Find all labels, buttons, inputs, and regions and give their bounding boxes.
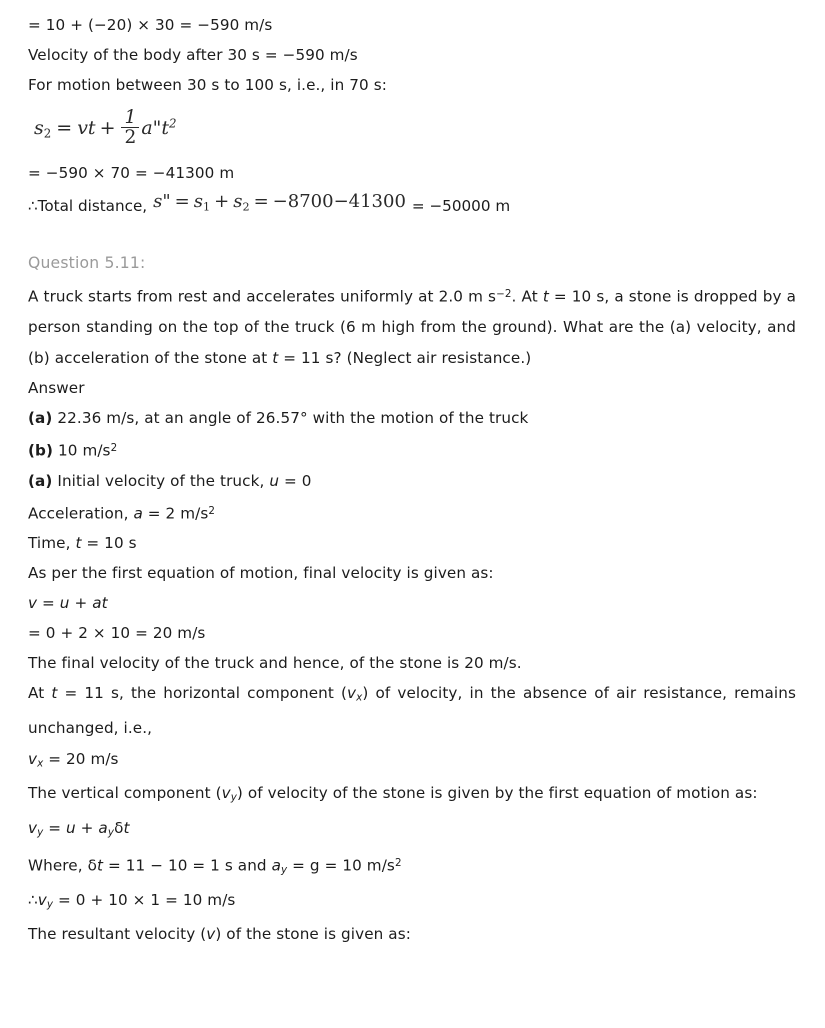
where-var-t: t: [97, 856, 104, 875]
solution-acceleration-text-1: Acceleration,: [28, 503, 134, 522]
resultant-var-v: v: [206, 925, 216, 944]
equation-var-at: at: [92, 593, 108, 612]
formula-s2-displacement: [28, 109, 796, 149]
formula-spacer-top: [28, 100, 796, 109]
total-distance-result: = −50000 m: [411, 197, 511, 216]
solution-first-equation-intro: As per the first equation of motion, final velocity is given as:: [28, 563, 494, 582]
resultant-text-2: ) of the stone is given as:: [215, 925, 411, 944]
equation-vx-value: [28, 744, 796, 779]
where-text-1: Where,: [28, 856, 88, 875]
equation-vy-a-subscript: y: [107, 826, 115, 839]
solution-where-clause: [28, 848, 796, 885]
answer-part-a: [28, 403, 796, 433]
solution-time-text-2: = 10 s: [81, 533, 137, 552]
formula-total-s-prime: s": [153, 191, 171, 213]
where-delta-symbol: δ: [87, 856, 98, 875]
where-text-3: = g = 10 m/s: [287, 856, 395, 875]
horizontal-var-v: v: [347, 683, 357, 702]
answer-label: Answer: [28, 379, 85, 398]
equation-vy: [28, 813, 796, 848]
formula-s2-exponent: 2: [169, 116, 177, 131]
solution-acceleration-text-2: = 2 m/s: [142, 503, 209, 522]
solution-time-text-1: Time,: [28, 533, 76, 552]
total-distance-label: ∴Total distance,: [28, 197, 148, 216]
where-gravity-exponent: 2: [394, 856, 402, 869]
equation-vx-var: v: [28, 749, 38, 768]
solution-initial-velocity-text-2: = 0: [279, 471, 312, 490]
resultant-text-1: The resultant velocity (: [28, 925, 207, 944]
solution-initial-velocity-text-1: Initial velocity of the truck,: [52, 471, 270, 490]
where-text-2: = 11 − 10 = 1 s and: [103, 856, 272, 875]
vy-result-subscript: y: [46, 898, 54, 911]
question-heading: Question 5.11:: [28, 254, 146, 273]
equation-vy-subscript: y: [37, 826, 44, 839]
equation-vy-plus: +: [75, 819, 99, 838]
question-body-text-4: = 11 s? (Neglect air resistance.): [278, 348, 532, 367]
formula-total-distance: [147, 187, 412, 222]
question-var-t-second: t: [272, 348, 279, 367]
solution-var-u: u: [269, 471, 280, 490]
where-var-a-subscript: y: [281, 863, 288, 876]
equation-vy-a: a: [98, 819, 108, 838]
vertical-var-v: v: [221, 784, 231, 803]
formula-s2-a: a: [141, 117, 153, 140]
equation-vy-equals: =: [43, 819, 66, 838]
formula-total-s1-sub: 1: [203, 200, 211, 214]
solution-initial-velocity: [28, 466, 796, 496]
calc-line-velocity-30s: = 10 + (−20) × 30 = −590 m/s: [28, 16, 273, 34]
answer-part-a-text: 22.36 m/s, at an angle of 26.57° with the motion of the truck: [52, 409, 529, 428]
vertical-var-v-subscript: y: [230, 791, 237, 804]
where-var-a: a: [271, 856, 282, 875]
formula-s2-plus: +: [99, 117, 116, 140]
formula-total-equals-2: =: [253, 191, 269, 213]
question-body-text-3: = 10 s, a stone is dropped by a person standing on the top of the truck (6 m high from the ground). What are the (a) velocity, and (b) acceleration of the stone at: [28, 287, 796, 367]
formula-s2-equals: =: [56, 117, 73, 140]
equation-vx-text: = 20 m/s: [43, 749, 119, 768]
total-distance-line: [28, 191, 796, 226]
formula-s2-v: v: [77, 117, 88, 140]
statement-motion-interval: For motion between 30 s to 100 s, i.e., in 70 s:: [28, 76, 387, 94]
statement-velocity-after-30s: Velocity of the body after 30 s = −590 m/s: [28, 46, 358, 64]
vy-result-therefore: ∴: [28, 890, 38, 909]
formula-total-value: −8700−41300: [272, 191, 406, 213]
vy-result-var: v: [37, 890, 47, 909]
question-body: [28, 279, 796, 373]
formula-total-s2-sub: 2: [242, 200, 250, 214]
solution-final-velocity-note: The final velocity of the truck and hence, of the stone is 20 m/s.: [28, 653, 522, 672]
solution-time: [28, 528, 796, 558]
formula-s2-prime: ": [152, 117, 162, 140]
solution-vy-result: [28, 885, 796, 920]
equation-vy-var: v: [28, 819, 38, 838]
solution-resultant-velocity-intro: [28, 919, 796, 949]
equation-v-evaluated: = 0 + 2 × 10 = 20 m/s: [28, 623, 206, 642]
solution-acceleration-exponent: 2: [208, 504, 216, 517]
answer-part-a-marker: (a): [28, 409, 53, 428]
formula-total-s2: s: [233, 191, 243, 213]
equation-vx-subscript: x: [37, 757, 44, 770]
horizontal-text-3: ) of velocity, in the absence of air resistance, remains unchanged, i.e.,: [28, 683, 796, 737]
equation-plus: +: [69, 593, 93, 612]
vy-result-text: = 0 + 10 × 1 = 10 m/s: [53, 890, 236, 909]
solution-part-a-marker: (a): [28, 471, 53, 490]
formula-s2-lhs-var: s: [34, 117, 44, 140]
formula-spacer-bottom: [28, 149, 796, 158]
solution-var-a: a: [133, 503, 143, 522]
equation-vy-delta: δ: [114, 819, 124, 838]
solution-acceleration: [28, 496, 796, 528]
question-var-t-first: t: [542, 287, 549, 306]
solution-var-t: t: [75, 533, 82, 552]
formula-s2-lhs-sub: 2: [43, 126, 52, 141]
formula-total-s1: s: [193, 191, 204, 213]
vertical-text-1: The vertical component (: [28, 784, 222, 803]
solution-horizontal-component: [28, 678, 796, 744]
formula-s2-fraction: [121, 108, 139, 148]
question-accel-unit-exponent: −2: [496, 288, 512, 301]
formula-s2-t2: t: [161, 117, 170, 140]
formula-s2-expression: [34, 109, 177, 149]
question-body-text-1: A truck starts from rest and accelerates uniformly at 2.0 m s: [28, 287, 497, 306]
formula-s2-t: t: [87, 117, 96, 140]
answer-part-b-text: 10 m/s: [53, 441, 111, 460]
formula-total-plus: +: [214, 191, 230, 213]
horizontal-var-v-subscript: x: [356, 691, 363, 704]
calc-line-s2-value: = −590 × 70 = −41300 m: [28, 164, 235, 183]
equation-v-u-at: [28, 588, 796, 618]
question-body-text-2: . At: [511, 287, 543, 306]
formula-s2-denominator: 2: [121, 127, 139, 148]
horizontal-text-2: = 11 s, the horizontal component (: [57, 683, 348, 702]
answer-part-b-exponent: 2: [110, 442, 118, 455]
equation-equals: =: [37, 593, 60, 612]
equation-var-v: v: [28, 593, 38, 612]
equation-vy-t: t: [123, 819, 130, 838]
answer-part-b: [28, 433, 796, 465]
horizontal-var-t: t: [51, 683, 58, 702]
formula-s2-numerator: 1: [124, 107, 137, 128]
answer-part-b-marker: (b): [28, 441, 54, 460]
equation-vy-u: u: [66, 819, 76, 838]
solution-vertical-component: [28, 778, 796, 813]
vertical-text-2: ) of velocity of the stone is given by the first equation of motion as:: [236, 784, 758, 803]
horizontal-text-1: At: [28, 683, 52, 702]
formula-total-equals-1: =: [174, 191, 190, 213]
equation-var-u: u: [59, 593, 70, 612]
